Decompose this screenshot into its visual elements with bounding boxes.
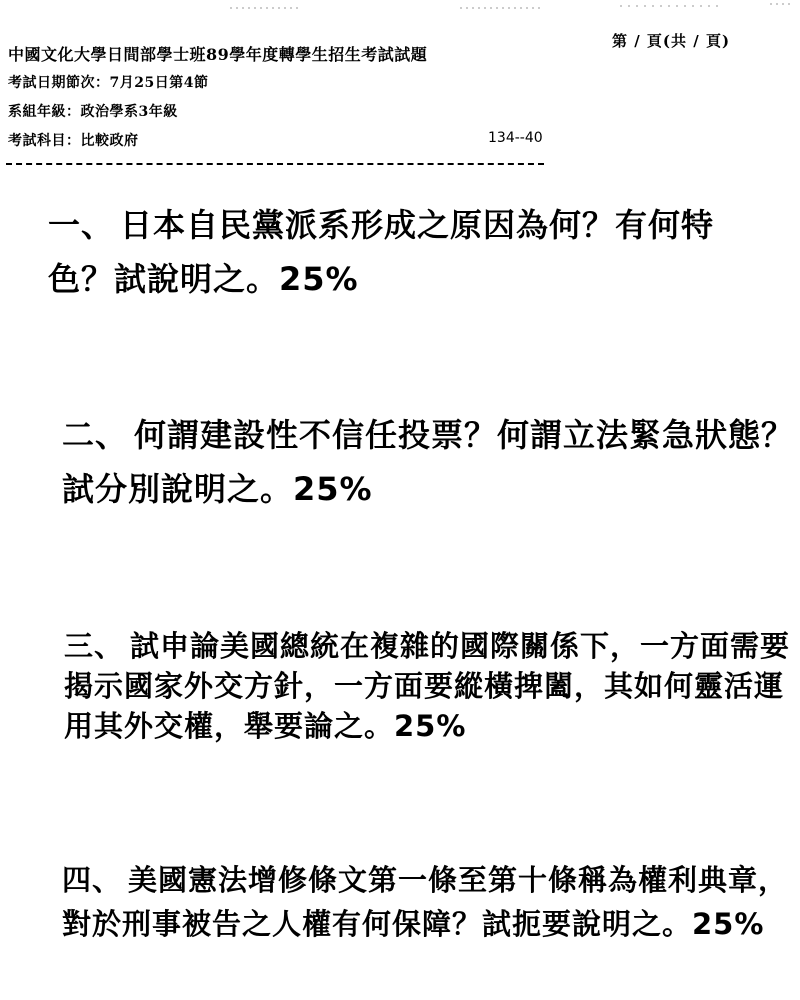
question-1: [48, 198, 778, 306]
question-number: 三、: [64, 629, 125, 663]
scan-artifact-dots: [0, 2, 800, 18]
question-2: [62, 408, 797, 516]
question-number: 四、: [62, 863, 123, 897]
question-3: [64, 626, 794, 746]
exam-date: 考試日期節次：7月25日第4節: [8, 75, 209, 91]
department-grade: 系組年級：政治學系3年級: [8, 104, 178, 120]
question-text: 何謂建設性不信任投票？何謂立法緊急狀態？試分別說明之。25%: [62, 416, 795, 508]
question-number: 二、: [62, 416, 129, 454]
question-text: 美國憲法增修條文第一條至第十條稱為權利典章，對於刑事被告之人權有何保障？試扼要說明之。25%: [62, 863, 789, 941]
exam-subject: 考試科目：比較政府: [8, 133, 139, 149]
question-4: [62, 858, 792, 946]
exam-title: 中國文化大學日間部學士班89學年度轉學生招生考試試題: [8, 45, 428, 64]
header-divider: [6, 163, 544, 165]
exam-code: 134--40: [488, 130, 543, 146]
question-number: 一、: [48, 206, 115, 244]
question-text: 日本自民黨派系形成之原因為何？有何特色？試說明之。25%: [48, 206, 715, 298]
page-counter: 第 / 頁(共 / 頁): [612, 32, 731, 50]
question-text: 試申論美國總統在複雜的國際關係下，一方面需要揭示國家外交方針，一方面要縱橫捭闔，其如何靈活運用其外交權，舉要論之。25%: [64, 629, 791, 743]
